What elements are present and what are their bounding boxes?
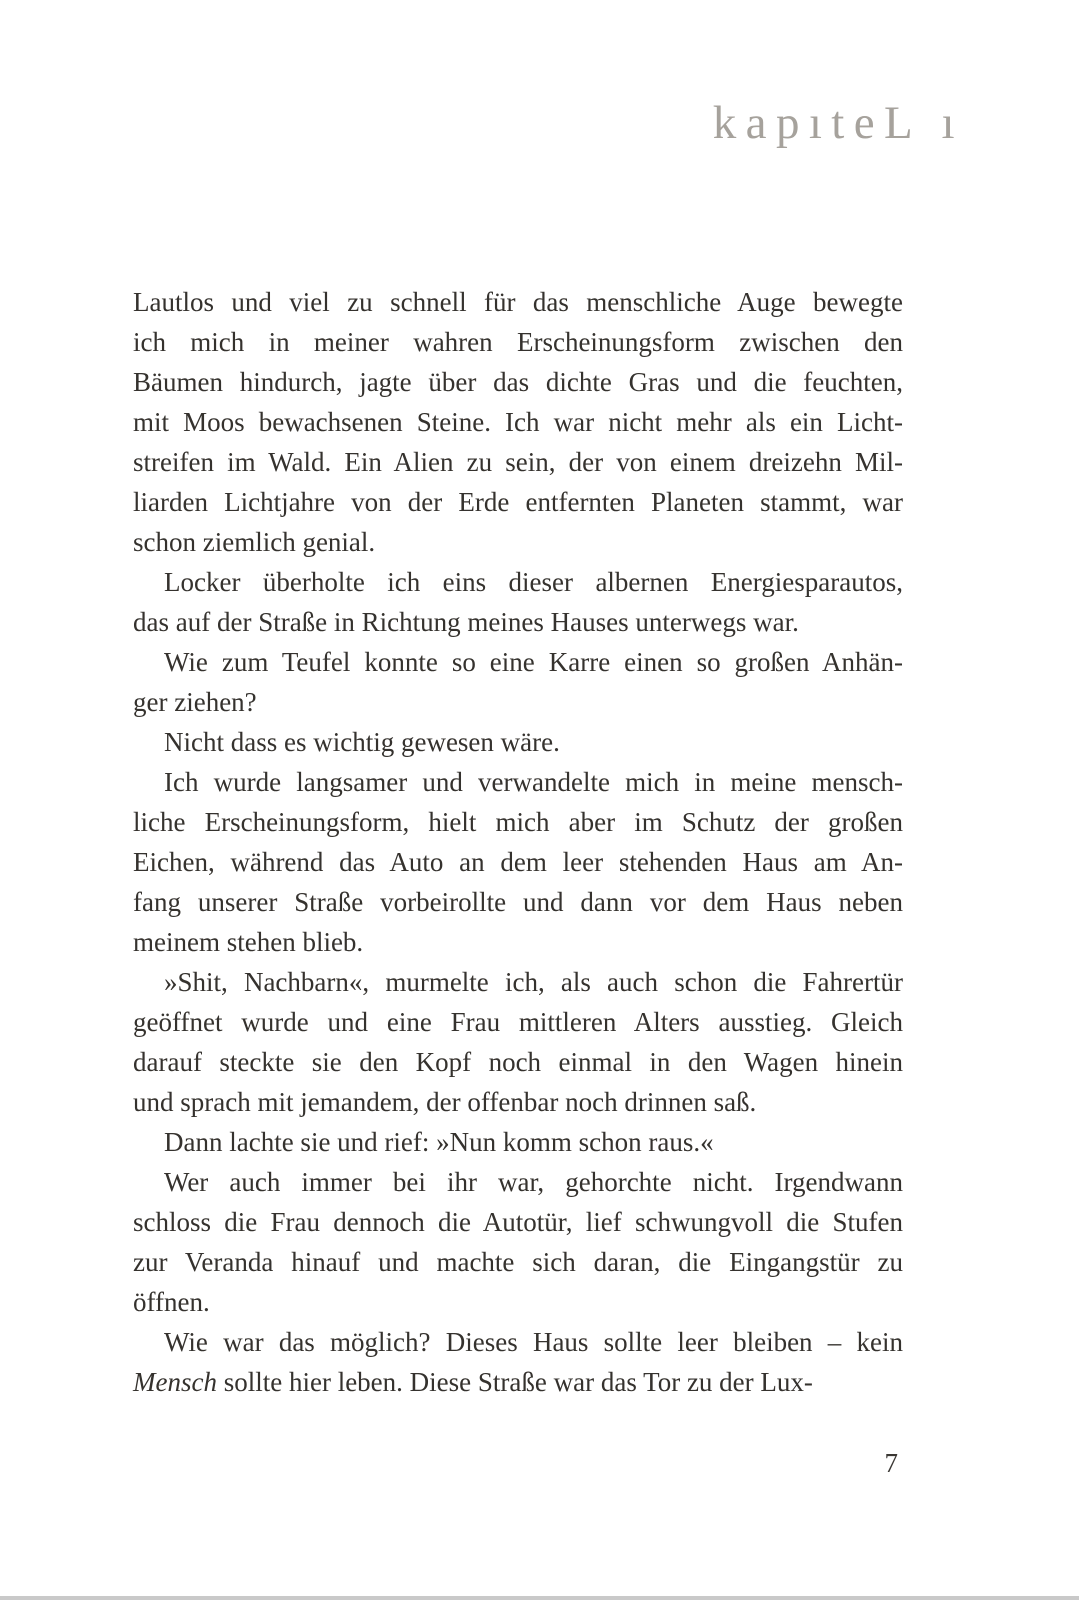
paragraph <box>133 1322 903 1402</box>
page-bottom-edge <box>0 1596 1079 1600</box>
paragraph <box>133 962 903 1122</box>
body-text <box>133 282 903 1402</box>
text-line: und sprach mit jemandem, der offenbar noch drinnen saß. <box>133 1087 757 1117</box>
text-line: Eichen, während das Auto an dem leer stehenden Haus am An- <box>133 847 903 877</box>
text-line: geöffnet wurde und eine Frau mittleren Alters ausstieg. Gleich <box>133 1007 903 1037</box>
text-line: schon ziemlich genial. <box>133 527 376 557</box>
paragraph <box>133 1122 903 1162</box>
text-line: ich mich in meiner wahren Erscheinungsform zwischen den <box>133 327 903 357</box>
text-line: zur Veranda hinauf und machte sich daran, die Eingangstür zu <box>133 1247 903 1277</box>
paragraph <box>133 722 903 762</box>
text-line: Ich wurde langsamer und verwandelte mich in meine mensch- <box>164 767 903 797</box>
text-line: schloss die Frau dennoch die Autotür, lief schwungvoll die Stufen <box>133 1207 903 1237</box>
chapter-heading: kapıteL ı <box>712 97 964 149</box>
paragraph <box>133 762 903 962</box>
text-line <box>133 1362 903 1402</box>
text-line: Wie war das möglich? Dieses Haus sollte leer bleiben – kein <box>164 1327 903 1357</box>
italic-text: Mensch <box>133 1367 217 1397</box>
text-line: Bäumen hindurch, jagte über das dichte Gras und die feuchten, <box>133 367 903 397</box>
text-line: »Shit, Nachbarn«, murmelte ich, als auch schon die Fahrertür <box>164 967 903 997</box>
plain-text: sollte hier leben. Diese Straße war das Tor zu der Lux- <box>216 1367 813 1397</box>
text-line: ger ziehen? <box>133 687 257 717</box>
text-line: Dann lachte sie und rief: »Nun komm schon raus.« <box>164 1127 714 1157</box>
text-line: meinem stehen blieb. <box>133 927 364 957</box>
text-line: fang unserer Straße vorbeirollte und dann vor dem Haus neben <box>133 887 903 917</box>
text-line: liarden Lichtjahre von der Erde entfernten Planeten stammt, war <box>133 487 903 517</box>
text-line: mit Moos bewachsenen Steine. Ich war nicht mehr als ein Licht- <box>133 407 903 437</box>
text-line: streifen im Wald. Ein Alien zu sein, der von einem dreizehn Mil- <box>133 447 903 477</box>
text-line: liche Erscheinungsform, hielt mich aber im Schutz der großen <box>133 807 903 837</box>
paragraph <box>133 642 903 722</box>
text-line: Nicht dass es wichtig gewesen wäre. <box>164 727 560 757</box>
paragraph <box>133 562 903 642</box>
paragraph <box>133 282 903 562</box>
text-line: darauf steckte sie den Kopf noch einmal in den Wagen hinein <box>133 1047 903 1077</box>
paragraph <box>133 1162 903 1322</box>
text-line: Lautlos und viel zu schnell für das menschliche Auge bewegte <box>133 287 903 317</box>
text-line: Wie zum Teufel konnte so eine Karre einen so großen Anhän- <box>164 647 903 677</box>
page-number: 7 <box>884 1448 898 1478</box>
text-line: Wer auch immer bei ihr war, gehorchte nicht. Irgendwann <box>164 1167 903 1197</box>
text-line: Locker überholte ich eins dieser albernen Energiesparautos, <box>164 567 903 597</box>
text-line: das auf der Straße in Richtung meines Hauses unterwegs war. <box>133 607 799 637</box>
text-line: öffnen. <box>133 1287 210 1317</box>
